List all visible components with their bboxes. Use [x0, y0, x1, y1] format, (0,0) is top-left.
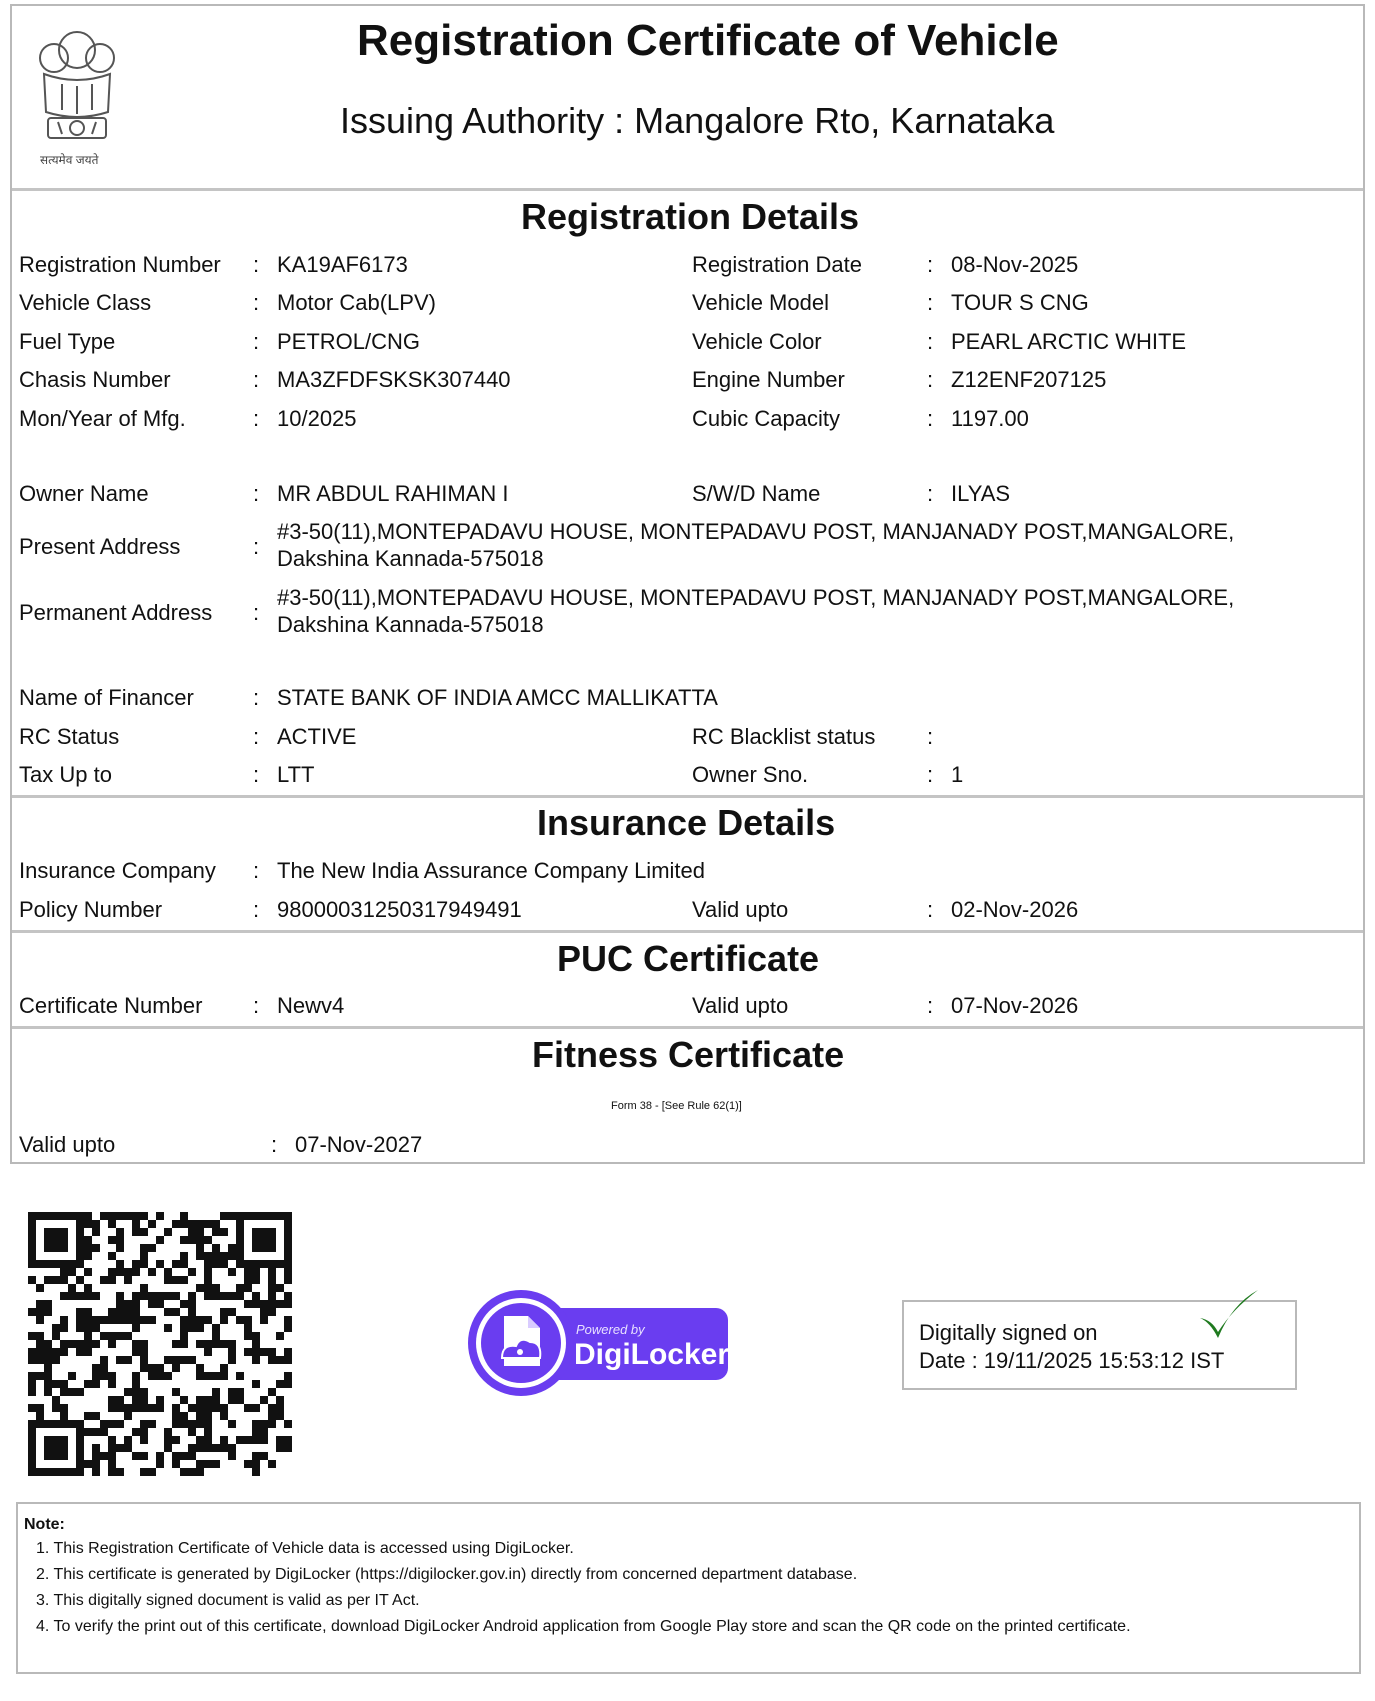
- colon: :: [927, 329, 934, 354]
- value-fuel-type: PETROL/CNG: [277, 329, 421, 354]
- colon: :: [253, 685, 260, 710]
- digilocker-brand: DigiLocker: [574, 1338, 730, 1371]
- label-rc-blacklist: RC Blacklist status: [692, 724, 876, 749]
- label-cubic-capacity: Cubic Capacity: [692, 406, 840, 431]
- value-insurance-company: The New India Assurance Company Limited: [277, 858, 705, 883]
- signed-date-text: Date : 19/11/2025 15:53:12 IST: [919, 1348, 1225, 1373]
- label-chasis-number: Chasis Number: [19, 367, 171, 392]
- value-owner-sno: 1: [951, 762, 964, 787]
- note-item: 1. This Registration Certificate of Vehicle data is accessed using DigiLocker.: [36, 1540, 574, 1557]
- colon: :: [253, 481, 260, 506]
- value-reg-number: KA19AF6173: [277, 252, 408, 277]
- label-fuel-type: Fuel Type: [19, 329, 116, 354]
- label-financer: Name of Financer: [19, 685, 194, 710]
- value-puc-cert-number: Newv4: [277, 993, 345, 1018]
- digilocker-badge[interactable]: [466, 1288, 728, 1398]
- divider: [12, 188, 1363, 191]
- label-owner-sno: Owner Sno.: [692, 762, 809, 787]
- label-permanent-address: Permanent Address: [19, 600, 213, 625]
- divider: [12, 795, 1363, 798]
- colon: :: [253, 290, 260, 315]
- value-permanent-address-line2: Dakshina Kannada-575018: [277, 612, 544, 637]
- divider: [12, 1026, 1363, 1029]
- label-engine-number: Engine Number: [692, 367, 845, 392]
- note-item: 4. To verify the print out of this certificate, download DigiLocker Android application from Google Play store and scan the QR code on the printed certificate.: [36, 1618, 1131, 1635]
- document-title: Registration Certificate of Vehicle: [357, 16, 1059, 65]
- label-reg-date: Registration Date: [692, 252, 862, 277]
- checkmark-icon: [1196, 1288, 1260, 1349]
- colon: :: [271, 1132, 278, 1157]
- label-insurance-valid: Valid upto: [692, 897, 789, 922]
- colon: :: [927, 897, 934, 922]
- colon: :: [253, 367, 260, 392]
- fitness-heading: Fitness Certificate: [532, 1034, 845, 1075]
- qr-code-icon: [28, 1212, 292, 1476]
- powered-by-text: Powered by: [576, 1322, 645, 1337]
- label-vehicle-class: Vehicle Class: [19, 290, 152, 315]
- emblem-icon: [22, 14, 132, 174]
- notes-box: [16, 1502, 1361, 1674]
- divider: [12, 930, 1363, 933]
- colon: :: [927, 252, 934, 277]
- label-tax-upto: Tax Up to: [19, 762, 112, 787]
- label-vehicle-model: Vehicle Model: [692, 290, 829, 315]
- value-cubic-capacity: 1197.00: [951, 406, 1029, 431]
- value-owner-name: MR ABDUL RAHIMAN I: [277, 481, 509, 506]
- value-financer: STATE BANK OF INDIA AMCC MALLIKATTA: [277, 685, 718, 710]
- certificate-frame: [10, 4, 1365, 1164]
- label-fitness-valid: Valid upto: [19, 1132, 116, 1157]
- value-engine-number: Z12ENF207125: [951, 367, 1107, 392]
- value-vehicle-color: PEARL ARCTIC WHITE: [951, 329, 1187, 354]
- value-present-address-line2: Dakshina Kannada-575018: [277, 546, 544, 571]
- label-owner-name: Owner Name: [19, 481, 149, 506]
- label-present-address: Present Address: [19, 534, 181, 559]
- note-item: 2. This certificate is generated by DigiLocker (https://digilocker.gov.in) directly from concerned department database.: [36, 1566, 858, 1583]
- insurance-details-heading: Insurance Details: [537, 802, 836, 843]
- colon: :: [927, 724, 934, 749]
- label-mfg: Mon/Year of Mfg.: [19, 406, 186, 431]
- signed-on-text: Digitally signed on: [919, 1320, 1098, 1345]
- label-vehicle-color: Vehicle Color: [692, 329, 822, 354]
- colon: :: [253, 993, 260, 1018]
- label-insurance-company: Insurance Company: [19, 858, 216, 883]
- value-permanent-address-line1: #3-50(11),MONTEPADAVU HOUSE, MONTEPADAVU POST, MANJANADY POST,MANGALORE,: [277, 585, 1235, 610]
- value-puc-valid: 07-Nov-2026: [951, 993, 1079, 1018]
- value-chasis-number: MA3ZFDFSKSK307440: [277, 367, 511, 392]
- colon: :: [253, 600, 260, 625]
- colon: :: [927, 762, 934, 787]
- value-reg-date: 08-Nov-2025: [951, 252, 1079, 277]
- colon: :: [253, 406, 260, 431]
- value-present-address-line1: #3-50(11),MONTEPADAVU HOUSE, MONTEPADAVU POST, MANJANADY POST,MANGALORE,: [277, 519, 1235, 544]
- issuing-authority: Issuing Authority : Mangalore Rto, Karnataka: [340, 100, 1055, 141]
- value-swd-name: ILYAS: [951, 481, 1011, 506]
- colon: :: [253, 762, 260, 787]
- value-mfg: 10/2025: [277, 406, 357, 431]
- colon: :: [253, 534, 260, 559]
- digital-signature-box: [902, 1300, 1297, 1390]
- colon: :: [927, 406, 934, 431]
- label-policy-number: Policy Number: [19, 897, 163, 922]
- form-note: Form 38 - [See Rule 62(1)]: [611, 1100, 742, 1112]
- colon: :: [253, 252, 260, 277]
- colon: :: [927, 367, 934, 392]
- national-emblem: [22, 14, 132, 174]
- notes-heading: Note:: [24, 1516, 65, 1533]
- label-puc-valid: Valid upto: [692, 993, 789, 1018]
- value-vehicle-class: Motor Cab(LPV): [277, 290, 436, 315]
- colon: :: [927, 290, 934, 315]
- colon: :: [253, 329, 260, 354]
- value-rc-status: ACTIVE: [277, 724, 357, 749]
- value-policy-number: 98000031250317949491: [277, 897, 522, 922]
- label-puc-cert-number: Certificate Number: [19, 993, 203, 1018]
- label-rc-status: RC Status: [19, 724, 120, 749]
- label-reg-number: Registration Number: [19, 252, 221, 277]
- value-vehicle-model: TOUR S CNG: [951, 290, 1089, 315]
- colon: :: [253, 897, 260, 922]
- colon: :: [253, 724, 260, 749]
- value-tax-upto: LTT: [277, 762, 315, 787]
- value-fitness-valid: 07-Nov-2027: [295, 1132, 423, 1157]
- puc-heading: PUC Certificate: [557, 938, 820, 979]
- qr-code[interactable]: [28, 1212, 292, 1476]
- colon: :: [927, 481, 934, 506]
- registration-details-heading: Registration Details: [521, 196, 860, 237]
- emblem-motto: सत्यमेव जयते: [40, 153, 99, 167]
- value-insurance-valid: 02-Nov-2026: [951, 897, 1079, 922]
- colon: :: [253, 858, 260, 883]
- label-swd-name: S/W/D Name: [692, 481, 821, 506]
- colon: :: [927, 993, 934, 1018]
- note-item: 3. This digitally signed document is valid as per IT Act.: [36, 1592, 420, 1609]
